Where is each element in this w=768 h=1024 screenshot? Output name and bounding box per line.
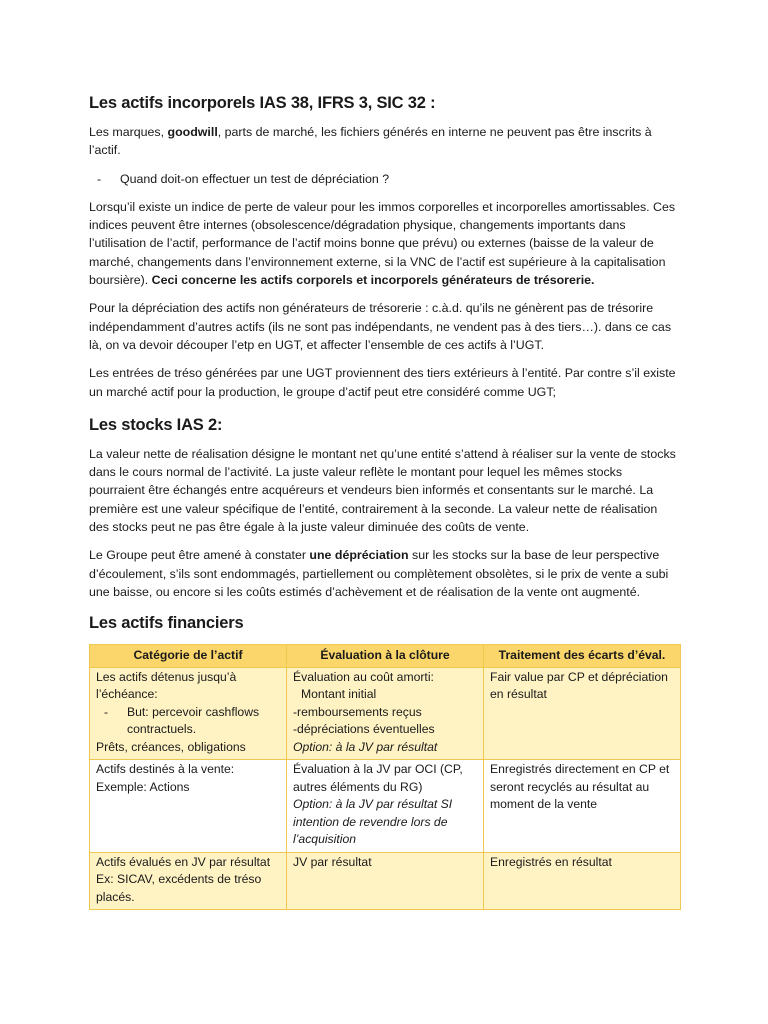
document-page [89, 92, 679, 910]
bullet-text: Quand doit-on effectuer un test de dépréciation ? [120, 171, 390, 186]
bullet-item [97, 170, 679, 188]
table-cell-categorie: Les actifs détenus jusqu’à l’échéance: - But: percevoir cashflows contractuels. Prêts, créances, obligations [90, 667, 287, 760]
paragraph-stocks-1: La valeur nette de réalisation désigne le montant net qu’une entité s’attend à réaliser sur la vente de stocks dans le cours normal de l’activité. La juste valeur reflète le montant pour lequel les mêmes stocks pourraient être échangés entre acquéreurs et vendeurs bien informés et consentants sur le marché. La première est une valeur spécifique de l’entité, contrairement à la seconde. La valeur nette de réalisation des stocks peut ne pas être égale à la juste valeur diminuée des coûts de vente. [89, 446, 676, 535]
table-header-cell: Catégorie de l’actif [90, 645, 287, 668]
table-row [90, 852, 681, 910]
paragraph-incorporels-3: Pour la dépréciation des actifs non générateurs de trésorerie : c.à.d. qu’ils ne génèrent pas de trésorire indépendamment d’autres actifs (ils ne sont pas indépendants, ne vendent pas à des tiers…). dans ce cas là, on va devoir découper l’etp en UGT, et affecter l’ensemble de ces actifs à l’UGT. [89, 301, 672, 352]
table-cell-traitement: Enregistrés directement en CP et seront recyclés au résultat au moment de la vente [484, 760, 681, 853]
paragraph-incorporels-1: Les marques, goodwill, parts de marché, les fichiers générés en interne ne peuvent pas être inscrits à l’actif. [89, 125, 652, 158]
paragraph-incorporels-4: Les entrées de tréso générées par une UGT proviennent des tiers extérieurs à l’entité. Par contre s’il existe un marché actif pour la production, le groupe d’actif peut etre considéré comme UGT; [89, 366, 676, 399]
table-row [90, 760, 681, 853]
table-cell-traitement: Enregistrés en résultat [484, 852, 681, 910]
table-header-row [90, 645, 681, 668]
paragraph-stocks-2: Le Groupe peut être amené à constater une dépréciation sur les stocks sur la base de leur perspective d’écoulement, s’ils sont endommagés, partiellement ou complètement obsolètes, si le prix de vente a subi une baisse, ou encore si les coûts estimés d’achèvement et de réalisation de la vente ont augmenté. [89, 548, 669, 599]
table-cell-evaluation: Évaluation à la JV par OCI (CP, autres éléments du RG) Option: à la JV par résultat SI intention de revendre lors de l’acquisition [287, 760, 484, 853]
table-cell-categorie: Actifs destinés à la vente: Exemple: Actions [90, 760, 287, 853]
table-header-cell: Traitement des écarts d’éval. [484, 645, 681, 668]
bullet-dash: - [97, 171, 102, 186]
table-cell-evaluation: JV par résultat [287, 852, 484, 910]
section-title-stocks: Les stocks IAS 2: [89, 415, 223, 434]
table-cell-categorie: Actifs évalués en JV par résultat Ex: SICAV, excédents de tréso placés. [90, 852, 287, 910]
section-title-financiers: Les actifs financiers [89, 614, 244, 633]
table-header-cell: Évaluation à la clôture [287, 645, 484, 668]
section-title-incorporels: Les actifs incorporels IAS 38, IFRS 3, SIC 32 : [89, 94, 436, 112]
paragraph-incorporels-2: Lorsqu’il existe un indice de perte de valeur pour les immos corporelles et incorporelles amortissables. Ces indices peuvent être internes (obsolescence/dégradation physique, changements importants dans l’utilisation de l’actif, performance de l’actif moins bonne que prévu) ou externes (baisse de la valeur de marché, changements dans l’environnement externe, si la VNC de l’actif est supérieure à la capitalisation boursière). Ceci concerne les actifs corporels et incorporels générateurs de trésorerie. [89, 199, 676, 288]
table-row [90, 667, 681, 760]
table-cell-traitement: Fair value par CP et dépréciation en résultat [484, 667, 681, 760]
table-cell-evaluation: Évaluation au coût amorti: Montant initial -remboursements reçus -dépréciations éventuelles Option: à la JV par résultat [287, 667, 484, 760]
actifs-financiers-table [89, 644, 681, 910]
